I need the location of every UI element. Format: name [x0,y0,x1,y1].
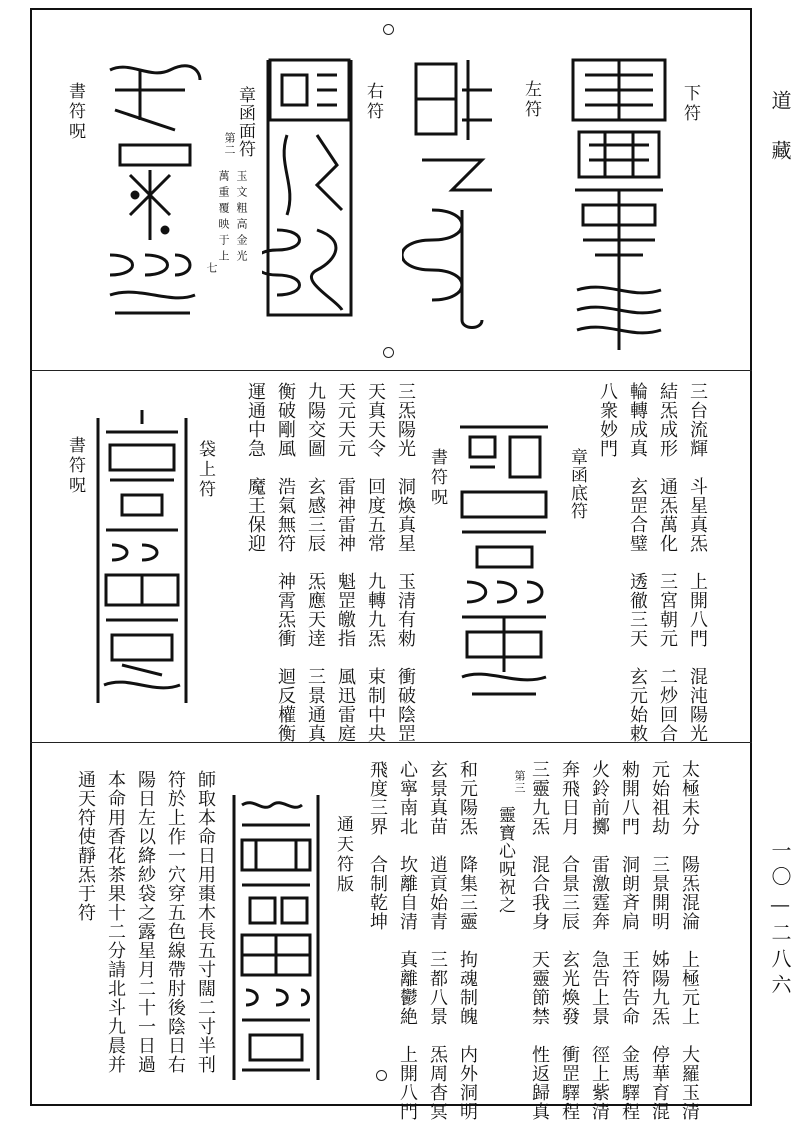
label-tong-tian-fu-ban: 通天符版 [333,815,353,895]
note-mark-a: 第二 [223,132,236,156]
ring-mark-top [383,24,394,35]
page-number: 一〇—二八六 [768,840,792,1000]
text-col-s3r-3: 勑開八門 洞朗斉扃 王符告命 金馬驛程 [619,760,640,1121]
text-col-s3r-4: 火鈴前擲 雷激霆奔 急告上景 徑上紫清 [589,760,610,1121]
text-col-s2r-2: 結炁成形 通炁萬化 三宮朝元 二炒回合 [657,382,678,743]
text-col-s3l-5: 通天符使靜炁于符 [75,770,96,922]
label-zhang-han-mian-fu: 章函面符 [235,86,255,158]
note-line-2: 萬重覆映于上 [217,170,230,266]
text-col-s3r-2: 元始祖劫 三景開明 姊陽九炁 停華育混 [649,760,670,1121]
text-col-s3r-6: 三靈九炁 混合我身 天靈節禁 性返歸真 [529,760,550,1121]
text-col-s2r-1: 三台流輝 斗星真炁 上開八門 混沌陽光 [687,382,708,743]
text-col-s3m-3: 心寧南北 坎離自清 真離鬱絶 上開八門 [397,760,418,1121]
label-shu-fu-zhou-1: 書符呪 [65,82,85,142]
talisman-shu-fu [100,55,205,325]
text-col-s2r-3: 輪轉成真 玄罡合璧 透徹三天 玄元始敕 [627,382,648,743]
label-ling-bao: 靈寶心呪祝之 [495,806,515,914]
text-col-s2c-2: 天真天令 回度五常 九轉九炁 束制中央 [365,382,386,743]
ring-mark-bottom [383,347,394,358]
text-col-s2r-4: 八衆妙門 [597,382,618,458]
text-col-s2c-4: 九陽交圖 玄感三辰 炁應天逹 三景通真 [305,382,326,743]
label-xia-fu: 下符 [680,84,700,124]
note-line-1: 玉文粗高金光 [235,170,248,266]
label-shu-fu-zhou-2: 書符呪 [427,448,447,508]
text-col-s3l-3: 陽日左以絳紗袋之露星月二十一日過 [135,770,156,1074]
talisman-di-fu [452,412,556,702]
text-col-s3m-1: 和元陽炁 降集三靈 拘魂制魄 内外洞明 [457,760,478,1121]
ring-mark-s3 [376,1070,387,1081]
text-col-s3m-2: 玄景真苗 逍貢始青 三都八景 炁周杳冥 [427,760,448,1121]
text-col-s3l-4: 本命用香花茶果十二分請北斗九晨并 [105,770,126,1074]
text-col-s2c-1: 三炁陽光 洞煥真星 玉清有勑 衝破陰罡 [395,382,416,743]
mark-third: 第三 [513,770,526,794]
text-col-s2c-3: 天元天元 雷神雷神 魁罡皦指 風迅雷庭 [335,382,356,743]
talisman-you-fu [262,50,357,325]
talisman-xia-fu [565,50,673,355]
note-mark-b: 七 [205,262,218,274]
text-col-s2c-5: 衡破剛風 浩氣無符 神霄炁衝 迴反權衡 [275,382,296,743]
label-you-fu: 右符 [363,82,383,122]
talisman-tong-tian [226,790,326,1085]
talisman-dai-shang-fu [92,410,192,710]
talisman-zuo-fu [402,50,502,340]
label-dai-shang-fu: 袋上符 [195,440,215,500]
label-shu-fu-zhou-3: 書符呪 [65,436,85,496]
text-col-s3l-1: 師取本命日用棗木長五寸闊二寸半刊 [195,770,216,1074]
text-col-s3m-4: 飛度三界 合制乾坤 [367,760,388,931]
section-divider-1 [30,370,752,371]
text-col-s3r-1: 太極未分 陽炁混淪 上極元上 大羅玉清 [679,760,700,1121]
text-col-s2c-6: 運通中急 魔王保迎 [245,382,266,553]
margin-title: 道藏 [768,90,792,190]
text-col-s3l-2: 符於上作一穴穿五色線帶肘後陰日右 [165,770,186,1074]
label-zuo-fu: 左符 [521,80,541,120]
label-zhang-han-di-fu: 章函底符 [567,448,587,520]
text-col-s3r-5: 奔飛日月 合景三辰 玄光煥發 衝罡驛程 [559,760,580,1121]
